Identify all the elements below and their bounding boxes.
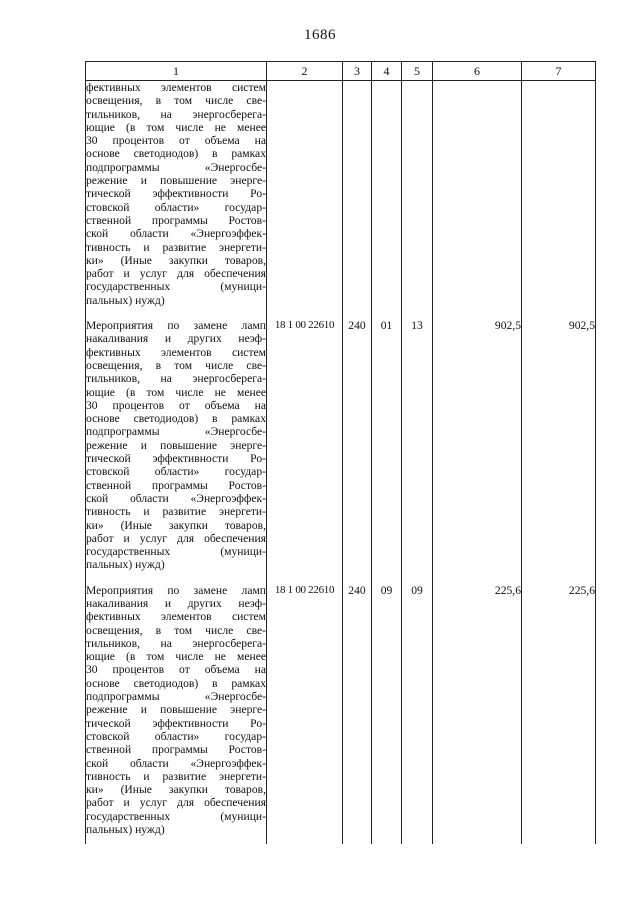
empty-cell [522,81,596,316]
empty-cell [343,81,372,316]
header-col-6: 6 [433,62,522,81]
text-line: ской области «Энергоэффек- [86,491,266,505]
expense-type: 240 [343,315,372,580]
row-description [86,580,267,845]
text-line: ственной программы Ростов- [86,213,266,227]
text-line: тической эффективности Ро- [86,452,266,466]
text-line: накаливания и других неэф- [86,596,266,610]
text-line: тильников, на энергосберега- [86,636,266,650]
text-line: стовской области» государ- [86,465,266,479]
amount-col-6: 225,6 [433,580,522,845]
subsection-code: 13 [402,315,433,580]
text-line: освещения, в том числе све- [86,94,266,108]
amount-col-7: 225,6 [522,580,596,845]
section-code: 01 [372,315,402,580]
header-col-1: 1 [86,62,267,81]
text-line: пальных) нужд) [86,293,165,307]
text-line: пальных) нужд) [86,558,165,572]
empty-cell [402,81,433,316]
text-line: Мероприятия по замене ламп [86,319,266,333]
text-line: режение и повышение энерге- [86,703,266,717]
text-line: тильников, на энергосберега- [86,107,266,121]
text-line: тивность и развитие энергети- [86,505,266,519]
header-col-5: 5 [402,62,433,81]
table-row [86,580,596,845]
text-line: фективных элементов систем [86,345,266,359]
text-line: ственной программы Ростов- [86,743,266,757]
text-line: ки» (Иные закупки товаров, [86,518,266,532]
text-line: подпрограммы «Энергосбе- [86,690,266,704]
text-line: пальных) нужд) [86,823,165,837]
empty-cell [433,81,522,316]
text-line: тильников, на энергосберега- [86,372,266,386]
text-line: государственных (муници- [86,809,266,823]
header-col-3: 3 [343,62,372,81]
budget-table [85,61,596,844]
text-line: основе светодиодов) в рамках [86,412,266,426]
header-col-2: 2 [267,62,343,81]
text-line: работ и услуг для обеспечения [86,267,266,281]
text-line: освещения, в том числе све- [86,358,266,372]
text-line: государственных (муници- [86,280,266,294]
target-article-code: 18 1 00 22610 [267,315,343,580]
section-code: 09 [372,580,402,845]
empty-cell [267,81,343,316]
row-description [86,315,267,580]
continuation-description [86,81,267,316]
amount-col-7: 902,5 [522,315,596,580]
text-line: фективных элементов систем [86,81,266,94]
header-row [86,62,596,81]
text-line: Мероприятия по замене ламп [86,583,266,597]
text-line: стовской области» государ- [86,729,266,743]
text-line: основе светодиодов) в рамках [86,147,266,161]
text-line: 30 процентов от объема на [86,398,266,412]
empty-cell [372,81,402,316]
subsection-code: 09 [402,580,433,845]
text-line: тической эффективности Ро- [86,187,266,201]
text-line: 30 процентов от объема на [86,663,266,677]
text-line: ки» (Иные закупки товаров, [86,253,266,267]
text-line: режение и повышение энерге- [86,438,266,452]
table-row [86,315,596,580]
text-line: тивность и развитие энергети- [86,240,266,254]
text-line: режение и повышение энерге- [86,174,266,188]
text-line: работ и услуг для обеспечения [86,531,266,545]
text-line: подпрограммы «Энергосбе- [86,425,266,439]
text-line: ственной программы Ростов- [86,478,266,492]
text-line: государственных (муници- [86,545,266,559]
text-line: ющие (в том числе не менее [86,385,266,399]
text-line: стовской области» государ- [86,200,266,214]
text-line: подпрограммы «Энергосбе- [86,160,266,174]
expense-type: 240 [343,580,372,845]
continuation-row [86,81,596,316]
amount-col-6: 902,5 [433,315,522,580]
text-line: ющие (в том числе не менее [86,650,266,664]
page-number: 1686 [304,27,336,43]
header-col-4: 4 [372,62,402,81]
text-line: ской области «Энергоэффек- [86,756,266,770]
text-line: тивность и развитие энергети- [86,769,266,783]
header-col-7: 7 [522,62,596,81]
text-line: накаливания и других неэф- [86,332,266,346]
target-article-code: 18 1 00 22610 [267,580,343,845]
text-line: ки» (Иные закупки товаров, [86,783,266,797]
text-line: тической эффективности Ро- [86,716,266,730]
text-line: 30 процентов от объема на [86,134,266,148]
text-line: основе светодиодов) в рамках [86,676,266,690]
text-line: ющие (в том числе не менее [86,120,266,134]
text-line: фективных элементов систем [86,610,266,624]
text-line: освещения, в том числе све- [86,623,266,637]
text-line: ской области «Энергоэффек- [86,227,266,241]
text-line: работ и услуг для обеспечения [86,796,266,810]
